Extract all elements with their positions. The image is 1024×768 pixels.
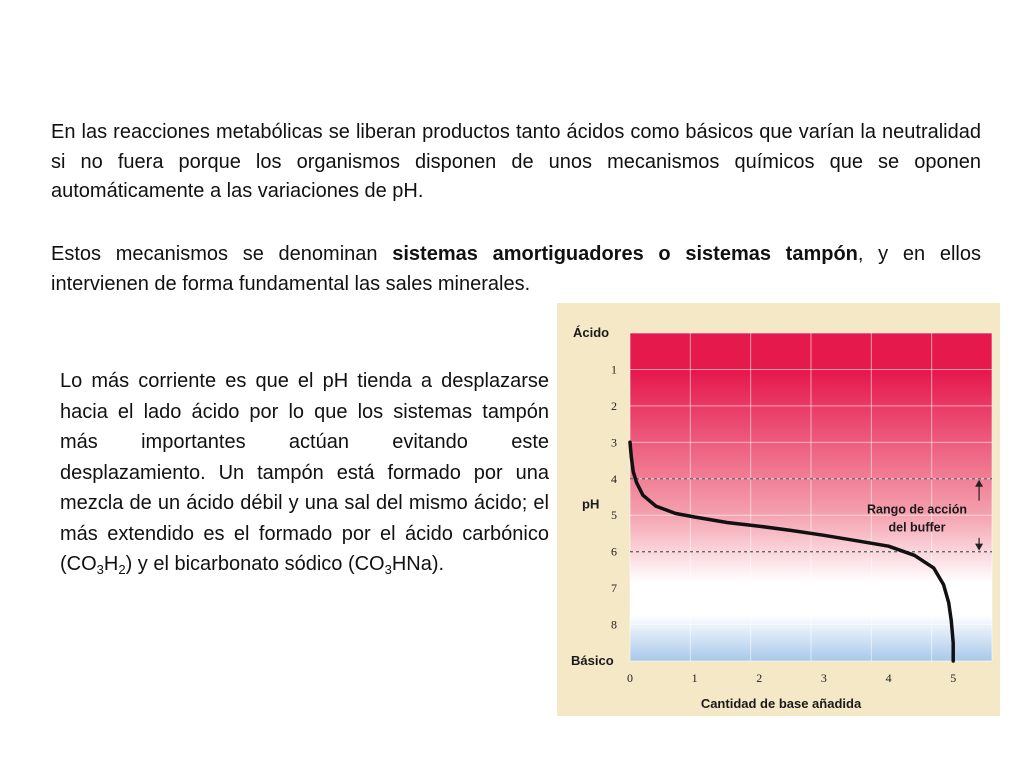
explanation-text: Lo más corriente es que el pH tienda a desplazarse hacia el lado ácido por lo que los sistemas tampón más importantes actúan evitando este desplazamiento. Un tampón está formado por una mezcla de un ácido débil y una sal del mismo ácido; el más extendido es el formado por el ácido carbónico (CO: [60, 370, 549, 575]
explanation-text-end: HNa).: [391, 553, 445, 575]
x-tick-label: 3: [820, 671, 827, 685]
chart-svg: [557, 303, 1000, 716]
buffer-definition-paragraph: [51, 240, 981, 299]
x-tick-label: 2: [756, 671, 763, 685]
y-axis-label: pH: [582, 496, 600, 512]
acid-label: Ácido: [573, 325, 610, 340]
x-axis-label: Cantidad de base añadida: [700, 696, 862, 711]
buffer-explanation-paragraph: [60, 366, 549, 580]
definition-text-after: , y en ellos intervienen de forma fundamental las sales minerales.: [51, 243, 981, 295]
explanation-text-mid: ) y el bicarbonato sódico (CO: [125, 553, 385, 575]
subscript-2: 2: [118, 562, 126, 577]
buffer-term: sistemas amortiguadores o sistemas tampón: [392, 243, 858, 265]
y-tick-label: 7: [611, 581, 617, 596]
annotation-line-1: Rango de acción: [866, 502, 968, 517]
y-tick-label: 5: [611, 508, 617, 523]
titration-chart: [557, 303, 1000, 716]
annotation-line-2: del buffer: [888, 520, 946, 535]
x-tick-label: 1: [691, 671, 698, 685]
y-tick-label: 2: [611, 398, 617, 413]
subscript-3b: 3: [384, 562, 392, 577]
x-tick-label: 0: [627, 671, 633, 685]
y-tick-label: 6: [611, 544, 617, 559]
y-tick-label: 3: [611, 435, 617, 450]
definition-text-before: Estos mecanismos se denominan: [51, 243, 393, 265]
y-tick-label: 8: [611, 617, 617, 632]
intro-paragraph: [51, 118, 981, 207]
x-tick-label: 4: [885, 671, 892, 685]
base-label: Básico: [571, 653, 614, 668]
y-tick-label: 4: [611, 471, 617, 486]
y-tick-label: 1: [611, 362, 617, 377]
formula-h: H: [103, 553, 119, 575]
x-tick-label: 5: [950, 671, 957, 685]
intro-text: En las reacciones metabólicas se liberan productos tanto ácidos como básicos que varían la neutralidad si no fuera porque los organismos disponen de unos mecanismos químicos que se oponen automáticamente a las variaciones de pH.: [51, 121, 981, 202]
subscript-3: 3: [96, 562, 104, 577]
